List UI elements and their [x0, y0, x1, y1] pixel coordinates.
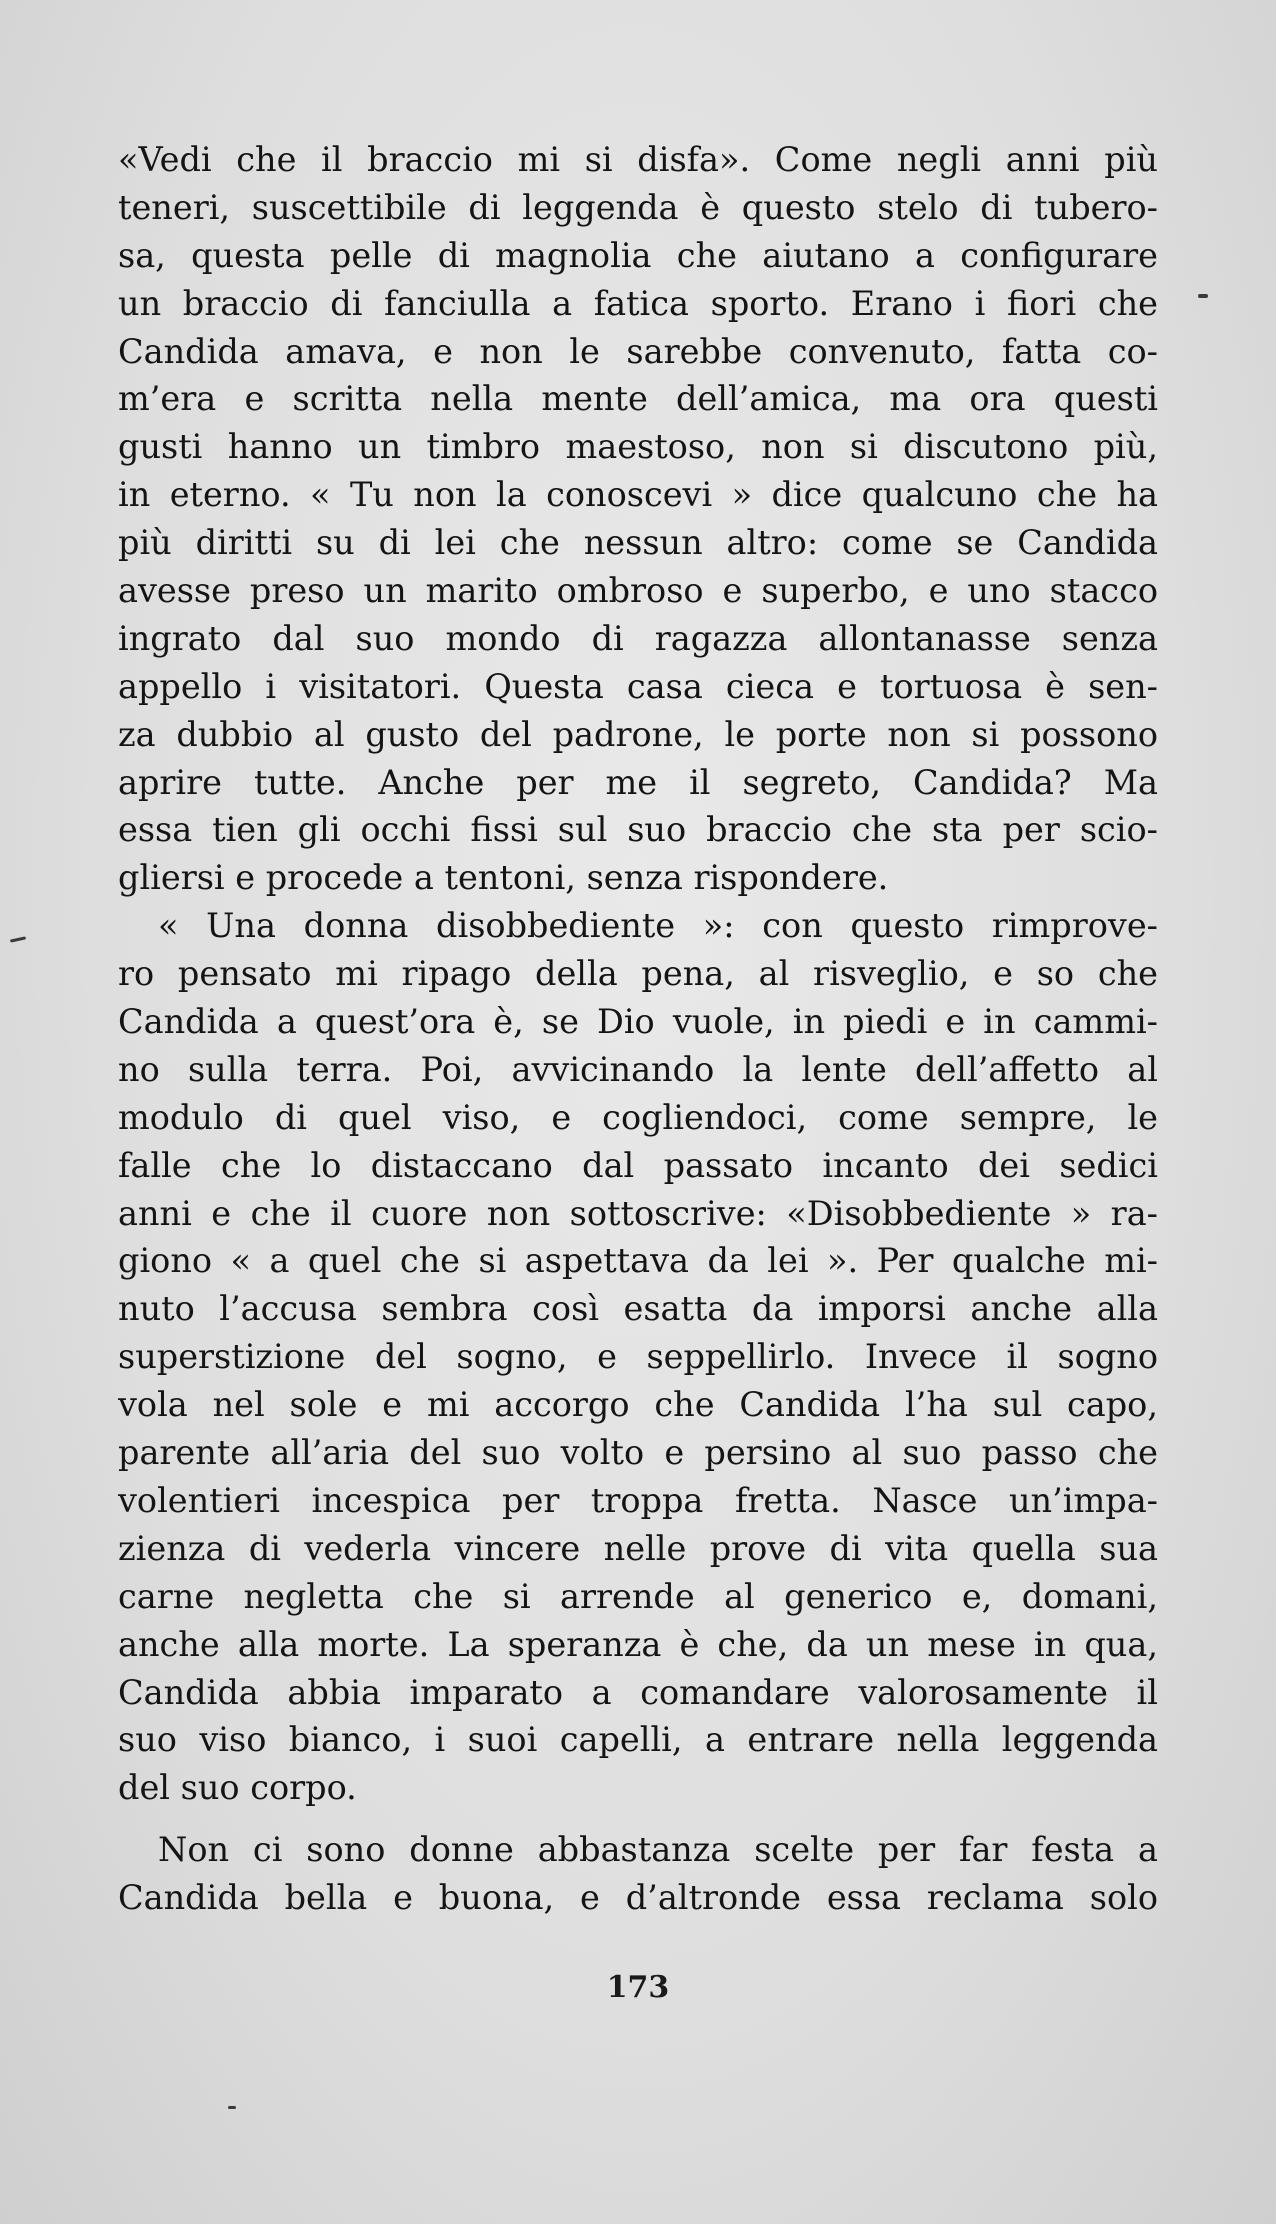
body-text: [118, 136, 1158, 1922]
page-number: 173: [606, 1970, 670, 2005]
text-line: più diritti su di lei che nessun altro: come se Candida: [118, 523, 1158, 563]
text-line: carne negletta che si arrende al generico e, domani,: [118, 1576, 1158, 1616]
text-line: parente all’aria del suo volto e persino al suo passo che: [118, 1433, 1158, 1473]
paragraph-spacer: [118, 1812, 1158, 1826]
text-line: «Vedi che il braccio mi si disfa». Come negli anni più: [118, 140, 1158, 179]
text-line: falle che lo distaccano dal passato incanto dei sedici: [118, 1145, 1158, 1185]
text-line: ingrato dal suo mondo di ragazza allontanasse senza: [118, 618, 1158, 658]
text-line: Non ci sono donne abbastanza scelte per far festa a: [158, 1830, 1158, 1870]
scan-speck: [1198, 294, 1208, 298]
text-line: sa, questa pelle di magnolia che aiutano a configurare: [118, 235, 1158, 275]
paragraph-2: [118, 902, 1158, 1812]
text-line: za dubbio al gusto del padrone, le porte non si possono: [118, 714, 1158, 754]
paragraph-1: [118, 136, 1158, 902]
text-line: Candida amava, e non le sarebbe convenuto, fatta co-: [118, 331, 1158, 371]
text-line: anche alla morte. La speranza è che, da un mese in qua,: [118, 1624, 1158, 1664]
text-line: essa tien gli occhi fissi sul suo braccio che sta per scio-: [118, 810, 1158, 850]
text-line: vola nel sole e mi accorgo che Candida l’ha sul capo,: [118, 1385, 1158, 1425]
text-line: un braccio di fanciulla a fatica sporto. Erano i fiori che: [118, 283, 1158, 323]
text-line: volentieri incespica per troppa fretta. Nasce un’impa-: [118, 1480, 1158, 1520]
text-line: ro pensato mi ripago della pena, al risveglio, e so che: [118, 954, 1158, 994]
text-line: nuto l’accusa sembra così esatta da imporsi anche alla: [118, 1289, 1158, 1329]
text-line: del suo corpo.: [118, 1768, 357, 1808]
text-line: suo viso bianco, i suoi capelli, a entrare nella leggenda: [118, 1720, 1158, 1760]
scan-speck: [10, 936, 26, 942]
text-line: Candida a quest’ora è, se Dio vuole, in piedi e in cammi-: [118, 1002, 1158, 1042]
text-line: Candida bella e buona, e d’altronde essa reclama solo: [118, 1878, 1158, 1918]
text-line: avesse preso un marito ombroso e superbo, e uno stacco: [118, 571, 1158, 611]
scan-speck: [228, 2106, 236, 2109]
text-line: gusti hanno un timbro maestoso, non si discutono più,: [118, 427, 1158, 467]
text-line: m’era e scritta nella mente dell’amica, ma ora questi: [118, 379, 1158, 419]
text-line: aprire tutte. Anche per me il segreto, Candida? Ma: [118, 762, 1158, 802]
text-line: gliersi e procede a tentoni, senza rispondere.: [118, 858, 889, 898]
text-line: in eterno. « Tu non la conoscevi » dice qualcuno che ha: [118, 475, 1158, 515]
text-line: teneri, suscettibile di leggenda è questo stelo di tubero-: [118, 187, 1158, 227]
text-line: zienza di vederla vincere nelle prove di vita quella sua: [118, 1528, 1158, 1568]
text-line: modulo di quel viso, e cogliendoci, come sempre, le: [118, 1097, 1158, 1137]
text-line: Candida abbia imparato a comandare valorosamente il: [118, 1672, 1158, 1712]
text-line: « Una donna disobbediente »: con questo rimprove-: [158, 906, 1158, 946]
text-line: anni e che il cuore non sottoscrive: «Disobbediente » ra-: [118, 1193, 1158, 1233]
text-line: no sulla terra. Poi, avvicinando la lente dell’affetto al: [118, 1049, 1158, 1089]
paragraph-3: [118, 1826, 1158, 1922]
text-line: appello i visitatori. Questa casa cieca e tortuosa è sen-: [118, 666, 1158, 706]
text-line: superstizione del sogno, e seppellirlo. Invece il sogno: [118, 1337, 1158, 1377]
text-line: giono « a quel che si aspettava da lei ». Per qualche mi-: [118, 1241, 1158, 1281]
